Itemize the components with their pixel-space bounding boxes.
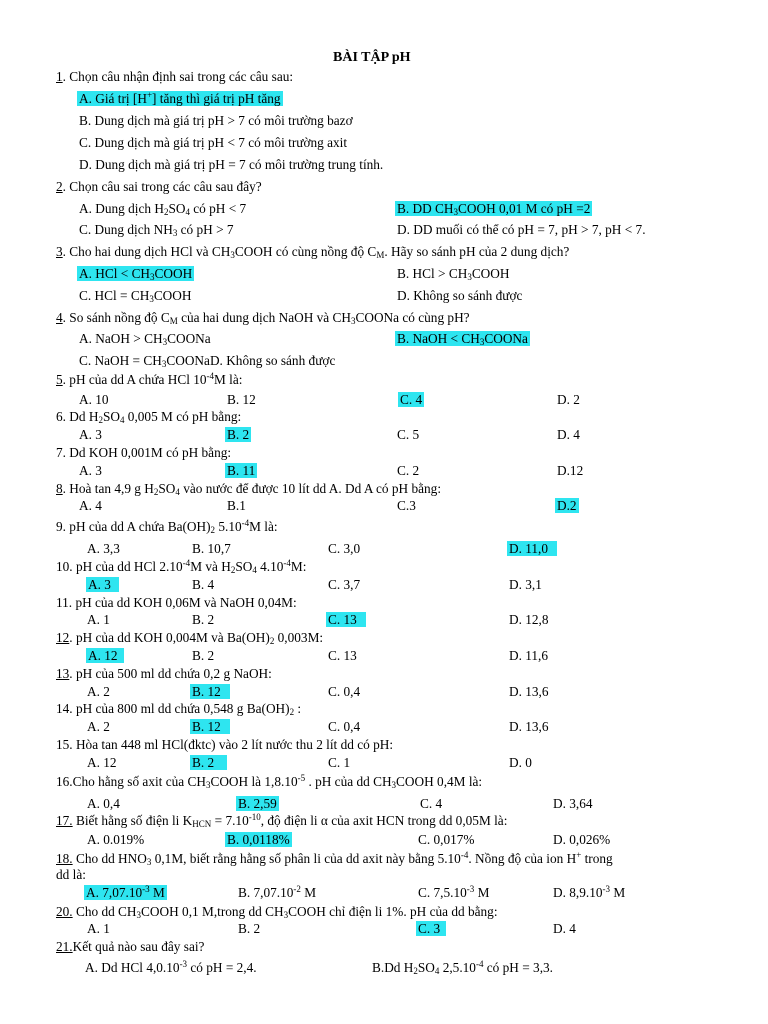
question-10: 10. pH của dd HCl $2.10^{-4}M$ và $H_2SO_4$ $4.10^{-4}M$: — [56, 558, 307, 575]
q9-option-c: C. 3,0 — [328, 541, 361, 556]
correct-answer-highlight: A. $7,07.10^{-3}$ M — [86, 884, 165, 900]
q18-option-b: B. $7,07.10^{-2}$ M — [238, 884, 317, 900]
correct-answer-highlight: D. 11,0 — [507, 541, 557, 556]
q15-option-d: D. 0 — [509, 755, 532, 770]
q5-option-a: A. 10 — [79, 392, 109, 407]
q10-option-b: B. 4 — [192, 577, 215, 592]
q18-option-d: D. $8,9.10^{-3}$ M — [553, 884, 626, 900]
q1-option-a — [77, 90, 283, 107]
q8-option-c: C.3 — [397, 498, 416, 513]
q7-option-d: D.12 — [557, 463, 584, 478]
correct-answer-highlight: A. 3 — [86, 577, 119, 592]
q13-option-b — [190, 683, 230, 700]
q13-option-c: C. 0,4 — [328, 684, 361, 699]
q6-option-a: A. 3 — [79, 427, 102, 442]
q16-option-c: C. 4 — [420, 796, 443, 811]
correct-answer-highlight: B. 12 — [190, 684, 230, 699]
question-3: 3. Cho hai dung dịch HCl và $CH_3COOH$ có cùng nồng độ $C_M$. Hãy so sánh pH của 2 dung dịch? — [56, 244, 570, 260]
q20-option-a: A. 1 — [87, 921, 110, 936]
correct-answer-highlight: B. 11 — [227, 463, 256, 478]
correct-answer-highlight: C. 3 — [416, 921, 446, 936]
q8-option-a: A. 4 — [79, 498, 102, 513]
q10-option-c: C. 3,7 — [328, 577, 361, 592]
q7-option-a: A. 3 — [79, 463, 102, 478]
q7-option-b — [225, 462, 257, 479]
q20-option-c — [416, 920, 446, 937]
correct-answer-highlight: C. 13 — [326, 612, 366, 627]
question-4: 4. So sánh nồng độ $C_M$ của hai dung dịch NaOH và $CH_3COONa$ có cùng pH? — [56, 310, 470, 326]
q2-option-d: D. DD muối có thể có pH = 7, pH > 7, pH < 7. — [397, 222, 646, 237]
q17-option-b — [225, 831, 292, 848]
q3-option-d: D. Không so sánh được — [397, 288, 523, 303]
q3-option-a — [77, 265, 194, 282]
q11-option-c — [326, 611, 366, 628]
q3-option-c: C. HCl = $CH_3COOH$ — [79, 288, 192, 304]
q17-option-d: D. 0,026% — [553, 832, 611, 847]
q3-option-b: B. HCl > $CH_3COOH$ — [397, 266, 510, 282]
q20-option-b: B. 2 — [238, 921, 261, 936]
question-20: 20. Cho dd $CH_3COOH$ 0,1 M,trong dd $CH_3COOH$ chỉ điện li 1%. pH của dd bằng: — [56, 904, 498, 920]
q7-option-c: C. 2 — [397, 463, 420, 478]
q12-option-b: B. 2 — [192, 648, 215, 663]
question-13: 13. pH của 500 ml dd chứa 0,2 g NaOH: — [56, 666, 272, 681]
q6-option-c: C. 5 — [397, 427, 420, 442]
q2-option-b — [395, 200, 592, 217]
question-16: 16.Cho hằng số axit của $CH_3COOH$ là $1,8.10^{-5}$ . pH của dd $CH_3COOH$ 0,4M là: — [56, 773, 483, 790]
q11-option-b: B. 2 — [192, 612, 215, 627]
correct-answer-highlight: B. 2 — [227, 427, 250, 442]
question-18-cont: dd là: — [56, 867, 86, 882]
correct-answer-highlight: B. 2,59 — [238, 796, 277, 811]
q6-option-d: D. 4 — [557, 427, 580, 442]
q13-option-d: D. 13,6 — [509, 684, 549, 699]
q9-option-a: A. 3,3 — [87, 541, 120, 556]
q11-option-a: A. 1 — [87, 612, 110, 627]
q18-option-c: C. $7,5.10^{-3}$ M — [418, 884, 490, 900]
q12-option-d: D. 11,6 — [509, 648, 549, 663]
question-number: 1 — [56, 69, 63, 84]
q1-option-d: D. Dung dịch mà giá trị pH = 7 có môi trường trung tính. — [79, 157, 384, 172]
question-21: 21.Kết quả nào sau đây sai? — [56, 939, 205, 954]
q21-option-a: A. Dd HCl $4,0.10^{-3}$ có pH = 2,4. — [85, 959, 257, 975]
q12-option-c: C. 13 — [328, 648, 357, 663]
question-17: 17. Biết hằng số điện li $K_{HCN} = 7.10^{-10}$, độ điện li α của axit HCN trong dd 0,05M là: — [56, 812, 508, 829]
question-11: 11. pH của dd KOH 0,06M và NaOH 0,04M: — [56, 595, 297, 610]
page-title: BÀI TẬP pH — [333, 50, 411, 65]
q14-option-b — [190, 718, 230, 735]
correct-answer-highlight: B. DD $CH_3COOH$ 0,01 M có pH =2 — [397, 201, 591, 217]
question-7: 7. Dd KOH 0,001M có pH bằng: — [56, 445, 232, 460]
q10-option-d: D. 3,1 — [509, 577, 542, 592]
q5-option-b: B. 12 — [227, 392, 256, 407]
q14-option-a: A. 2 — [87, 719, 110, 734]
question-12: 12. pH của dd KOH 0,004M và $Ba(OH)_2$ 0,003M: — [56, 630, 324, 646]
correct-answer-highlight: B. 0,0118% — [227, 832, 290, 847]
q1-option-b: B. Dung dịch mà giá trị pH > 7 có môi trường bazơ — [79, 113, 353, 128]
correct-answer-highlight: B. NaOH < $CH_3COONa$ — [397, 331, 528, 347]
q8-option-b: B.1 — [227, 498, 246, 513]
q17-option-c: C. 0,017% — [418, 832, 475, 847]
question-18: 18. Cho dd $HNO_3$ 0,1M, biết rằng hằng số phân li của dd axit này bằng $5.10^{-4}$. Nồng độ của ion H+ trong — [56, 850, 613, 867]
q14-option-c: C. 0,4 — [328, 719, 361, 734]
q17-option-a: A. 0.019% — [87, 832, 145, 847]
q8-option-d — [555, 497, 579, 514]
q5-option-c — [398, 391, 424, 408]
question-15: 15. Hòa tan 448 ml HCl(đktc) vào 2 lít nước thu 2 lít dd có pH: — [56, 737, 394, 752]
q14-option-d: D. 13,6 — [509, 719, 549, 734]
q2-option-a: A. Dung dịch $H_2SO_4$ có pH < 7 — [79, 201, 247, 217]
correct-answer-highlight: C. 4 — [400, 392, 423, 407]
q16-option-b — [236, 795, 279, 812]
q10-option-a — [86, 576, 119, 593]
correct-answer-highlight: A. HCl < $CH_3COOH$ — [79, 266, 193, 282]
question-5: 5. pH của dd A chứa HCl $10^{-4}M$ là: — [56, 371, 243, 387]
correct-answer-highlight: A. Giá trị [H+] tăng thì giá trị pH tăng — [79, 90, 281, 106]
q16-option-a: A. 0,4 — [87, 796, 120, 811]
q4-option-b — [395, 330, 530, 347]
question-8: 8. Hoà tan 4,9 g $H_2SO_4$ vào nước để được 10 lít dd A. Dd A có pH bằng: — [56, 481, 442, 497]
correct-answer-highlight: B. 2 — [190, 755, 227, 770]
q15-option-b — [190, 754, 227, 771]
q21-option-b: B.Dd $H_2SO_4$ $2,5.10^{-4}$ có pH = 3,3. — [372, 959, 553, 976]
q9-option-b: B. 10,7 — [192, 541, 231, 556]
question-1: 1. Chọn câu nhận định sai trong các câu sau: — [56, 69, 294, 84]
q1-option-c: C. Dung dịch mà giá trị pH < 7 có môi trường axit — [79, 135, 348, 150]
question-6: 6. Dd $H_2SO_4$ 0,005 M có pH bằng: — [56, 409, 242, 425]
q15-option-c: C. 1 — [328, 755, 351, 770]
q5-option-d: D. 2 — [557, 392, 580, 407]
q2-option-c: C. Dung dịch $NH_3$ có pH > 7 — [79, 222, 234, 238]
q6-option-b — [225, 426, 251, 443]
question-9: 9. pH của dd A chứa $Ba(OH)_2$ $5.10^{-4}M$ là: — [56, 518, 278, 535]
q18-option-a — [84, 884, 167, 901]
q15-option-a: A. 12 — [87, 755, 117, 770]
q20-option-d: D. 4 — [553, 921, 576, 936]
q4-option-c: C. NaOH = $CH_3COONaD$. Không so sánh được — [79, 353, 336, 369]
question-14: 14. pH của 800 ml dd chứa 0,548 g $Ba(OH)_2$ : — [56, 701, 302, 717]
q13-option-a: A. 2 — [87, 684, 110, 699]
q16-option-d: D. 3,64 — [553, 796, 593, 811]
q4-option-a: A. NaOH > $CH_3COONa$ — [79, 331, 211, 347]
q12-option-a — [86, 647, 124, 664]
correct-answer-highlight: A. 12 — [86, 648, 124, 663]
correct-answer-highlight: D.2 — [557, 498, 577, 513]
correct-answer-highlight: B. 12 — [190, 719, 230, 734]
question-2: 2. Chọn câu sai trong các câu sau đây? — [56, 179, 262, 194]
q11-option-d: D. 12,8 — [509, 612, 549, 627]
q9-option-d — [507, 540, 557, 557]
